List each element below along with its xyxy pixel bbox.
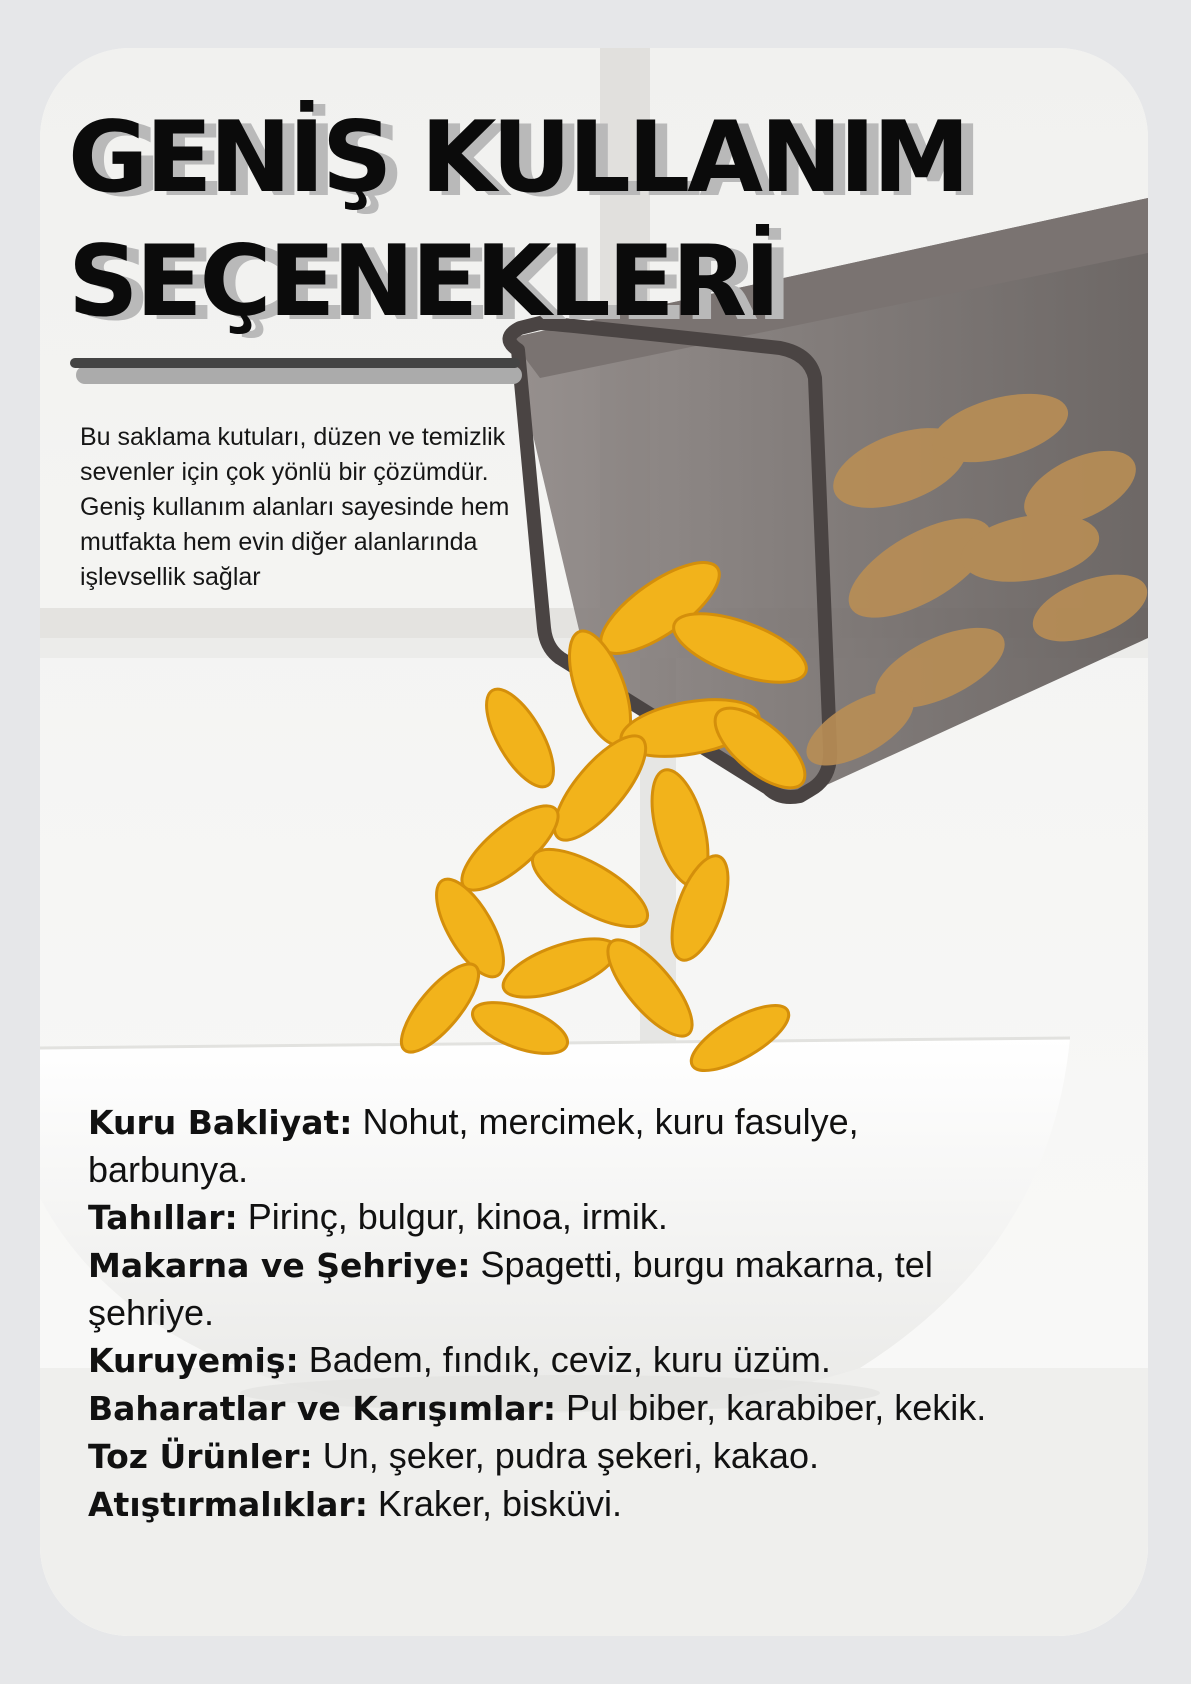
title-underline xyxy=(70,358,520,368)
product-card xyxy=(40,48,1148,1636)
title-line-1: GENİŞ KULLANIM xyxy=(68,101,968,215)
intro-text: Bu saklama kutuları, düzen ve temizlik sevenler için çok yönlü bir çözümdür. Geniş kullanım alanları sayesinde hem mutfakta hem evin diğer alanlarında işlevsellik sağlar xyxy=(80,423,510,591)
list-item xyxy=(88,1480,1018,1528)
item-label: Toz Ürünler: xyxy=(88,1437,313,1476)
list-item xyxy=(88,1336,1018,1384)
list-item xyxy=(88,1241,1018,1336)
item-value: Spagetti, burgu makarna, tel şehriye. xyxy=(88,1244,933,1333)
list-item xyxy=(88,1193,1018,1241)
item-label: Atıştırmalıklar: xyxy=(88,1485,368,1524)
item-value: Un, şeker, pudra şekeri, kakao. xyxy=(312,1435,819,1476)
list-item xyxy=(88,1384,1018,1432)
item-label: Makarna ve Şehriye: xyxy=(88,1246,471,1285)
item-label: Baharatlar ve Karışımlar: xyxy=(88,1389,557,1428)
usage-list xyxy=(88,1098,1018,1528)
title-underline-shadow xyxy=(76,366,522,384)
list-item xyxy=(88,1098,1018,1193)
item-value: Badem, fındık, ceviz, kuru üzüm. xyxy=(298,1339,831,1380)
item-value: Pirinç, bulgur, kinoa, irmik. xyxy=(237,1196,668,1237)
item-label: Tahıllar: xyxy=(88,1198,238,1237)
item-label: Kuruyemiş: xyxy=(88,1341,299,1380)
item-value: Kraker, bisküvi. xyxy=(367,1483,622,1524)
item-value: Pul biber, karabiber, kekik. xyxy=(556,1387,987,1428)
title-line-2: SEÇENEKLERİ xyxy=(68,225,778,339)
item-label: Kuru Bakliyat: xyxy=(88,1103,353,1142)
list-item xyxy=(88,1432,1018,1480)
page-title xyxy=(68,96,967,344)
item-value: Nohut, mercimek, kuru fasulye, barbunya. xyxy=(88,1101,859,1190)
